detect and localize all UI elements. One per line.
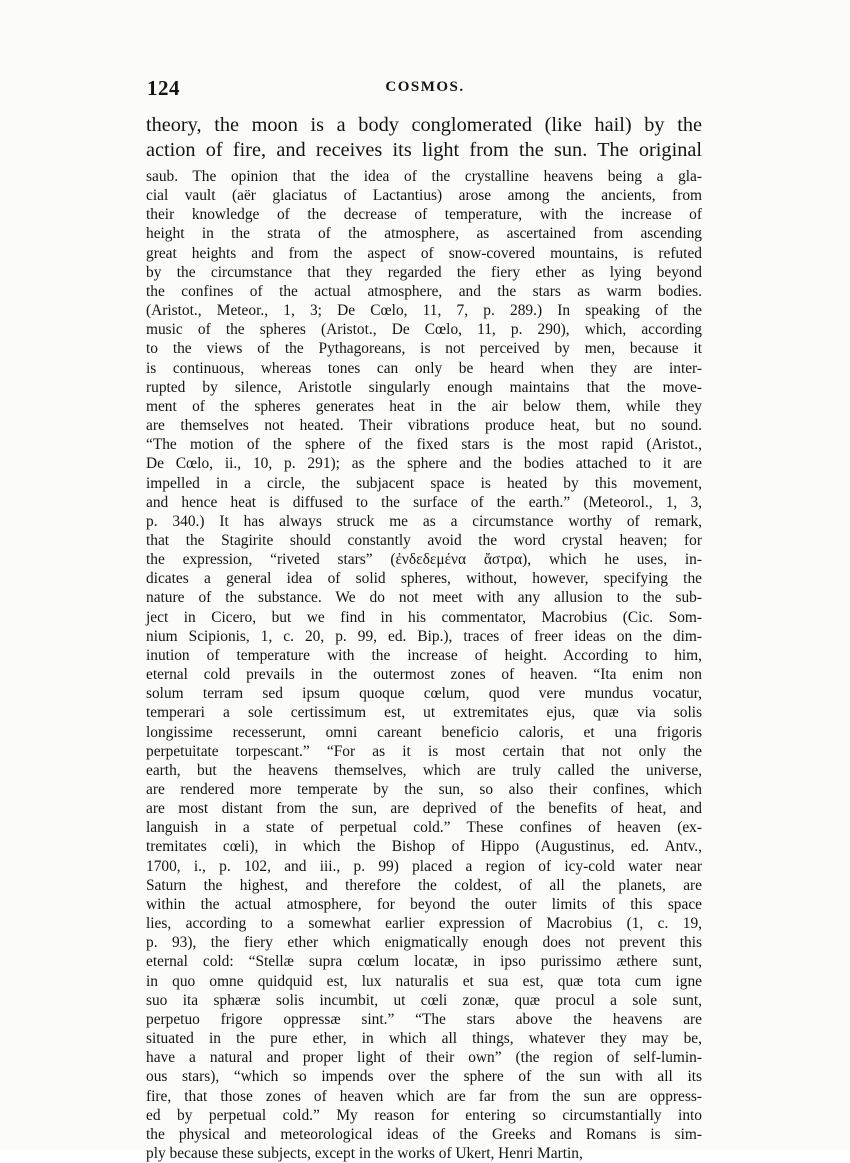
footnote-line: ment of the spheres generates heat in the air below them, while they — [146, 397, 702, 415]
footnote-line: are most distant from the sun, are deprived of the benefits of heat, and — [146, 800, 702, 818]
footnote-line: suo ita sphæræ solis incumbit, ut cœli zonæ, quæ procul a sole sunt, — [146, 991, 702, 1009]
footnote-line: cial vault (aër glaciatus of Lactantius) arose among the ancients, from — [146, 187, 702, 205]
footnote-line: to the views of the Pythagoreans, is not perceived by men, because it — [146, 340, 702, 358]
footnote-line: longissime recesserunt, omni careant beneficio caloris, et una frigoris — [146, 723, 702, 741]
main-text-line: theory, the moon is a body conglomerated (like hail) by the — [146, 114, 702, 136]
footnote-line: p. 340.) It has always struck me as a circumstance worthy of remark, — [146, 512, 702, 530]
footnote-line: inution of temperature with the increase of height. According to him, — [146, 646, 702, 664]
page-number: 124 — [147, 76, 180, 100]
footnote-line: is continuous, whereas tones can only be heard when they are inter- — [146, 359, 702, 377]
footnote-line: height in the strata of the atmosphere, as ascertained from ascending — [146, 225, 702, 243]
footnote-line: eternal cold: “Stellæ supra cœlum locatæ, in ipso purissimo æthere sunt, — [146, 953, 702, 971]
footnote-line: have a natural and proper light of their own” (the region of self-lumin- — [146, 1049, 702, 1067]
footnote-line: 1700, i., p. 102, and iii., p. 99) placed a region of icy-cold water near — [146, 857, 702, 875]
footnote-line: temperari a sole certissimum est, ut extremitates ejus, quæ via solis — [146, 704, 702, 722]
footnote-line: rupted by silence, Aristotle singularly enough maintains that the move- — [146, 378, 702, 396]
footnote-line: situated in the pure ether, in which all things, whatever they may be, — [146, 1030, 702, 1048]
footnote-line: dicates a general idea of solid spheres, without, however, specifying the — [146, 570, 702, 588]
main-text-line: action of fire, and receives its light from the sun. The original — [146, 139, 702, 161]
footnote-line: nium Scipionis, 1, c. 20, p. 99, ed. Bip.), traces of freer ideas on the dim- — [146, 627, 702, 645]
footnote-line: “The motion of the sphere of the fixed stars is the most rapid (Aristot., — [146, 436, 702, 454]
footnote-line: ject in Cicero, but we find in his commentator, Macrobius (Cic. Som- — [146, 608, 702, 626]
footnote-text — [146, 167, 702, 1163]
footnote-line: ply because these subjects, except in the works of Ukert, Henri Martin, — [146, 1144, 583, 1162]
footnote-line: eternal cold prevails in the outermost zones of heaven. “Ita enim non — [146, 666, 702, 684]
footnote-line: impelled in a circle, the subjacent space is heated by this movement, — [146, 474, 702, 492]
footnote-line: perpetuo frigore oppressæ sint.” “The stars above the heavens are — [146, 1010, 702, 1028]
footnote-line: De Cœlo, ii., 10, p. 291); as the sphere and the bodies attached to it are — [146, 455, 702, 473]
footnote-line: within the actual atmosphere, for beyond the outer limits of this space — [146, 895, 702, 913]
footnote-line: the physical and meteorological ideas of the Greeks and Romans is sim- — [146, 1125, 702, 1143]
footnote-line: fire, that those zones of heaven which are far from the sun are oppress- — [146, 1087, 702, 1105]
footnote-line: ed by perpetual cold.” My reason for entering so circumstantially into — [146, 1106, 702, 1124]
footnote-line: saub. The opinion that the idea of the crystalline heavens being a gla- — [146, 168, 702, 185]
footnote-line: languish in a state of perpetual cold.” These confines of heaven (ex- — [146, 819, 702, 837]
footnote-line: lies, according to a somewhat earlier expression of Macrobius (1, c. 19, — [146, 915, 702, 933]
footnote-line: music of the spheres (Aristot., De Cœlo, 11, p. 290), which, according — [146, 321, 702, 339]
footnote-line: perpetuitate torpescant.” “For as it is most certain that not only the — [146, 742, 702, 760]
running-head: COSMOS. — [385, 79, 465, 95]
footnote-line: solum terram sed ipsum quoque cœlum, quod vere mundus vocatur, — [146, 685, 702, 703]
footnote-line: earth, but the heavens themselves, which are truly called the universe, — [146, 761, 702, 779]
footnote-line: are rendered more temperate by the sun, so also their confines, which — [146, 781, 702, 798]
footnote-line: ous stars), “which so impends over the sphere of the sun with all its — [146, 1068, 702, 1086]
footnote-line: and hence heat is diffused to the surface of the earth.” (Meteorol., 1, 3, — [146, 493, 702, 511]
main-text — [146, 113, 702, 163]
footnote-line: that the Stagirite should constantly avoid the word crystal heaven; for — [146, 531, 702, 549]
footnote-line: the confines of the actual atmosphere, and the stars as warm bodies. — [146, 282, 702, 300]
footnote-line: the expression, “riveted stars” (ἐνδεδεμένα ἄστρα), which he uses, in- — [146, 551, 702, 569]
footnote-line: by the circumstance that they regarded the fiery ether as lying beyond — [146, 263, 702, 281]
page-header — [147, 76, 703, 106]
footnote-line: in quo omne quidquid est, lux naturalis et sua est, quæ tota cum igne — [146, 972, 702, 990]
footnote-line: p. 93), the fiery ether which enigmatically enough does not prevent this — [146, 934, 702, 952]
footnote-line: (Aristot., Meteor., 1, 3; De Cœlo, 11, 7, p. 289.) In speaking of the — [146, 302, 702, 320]
footnote-line: great heights and from the aspect of snow-covered mountains, is refuted — [146, 244, 702, 262]
footnote-line: are themselves not heated. Their vibrations produce heat, but no sound. — [146, 417, 702, 435]
footnote-line: nature of the substance. We do not meet with any allusion to the sub- — [146, 589, 702, 607]
footnote-line: tremitates cœli), in which the Bishop of Hippo (Augustinus, ed. Antv., — [146, 838, 702, 856]
footnote-line: Saturn the highest, and therefore the coldest, of all the planets, are — [146, 876, 702, 894]
footnote-line: their knowledge of the decrease of temperature, with the increase of — [146, 206, 702, 224]
